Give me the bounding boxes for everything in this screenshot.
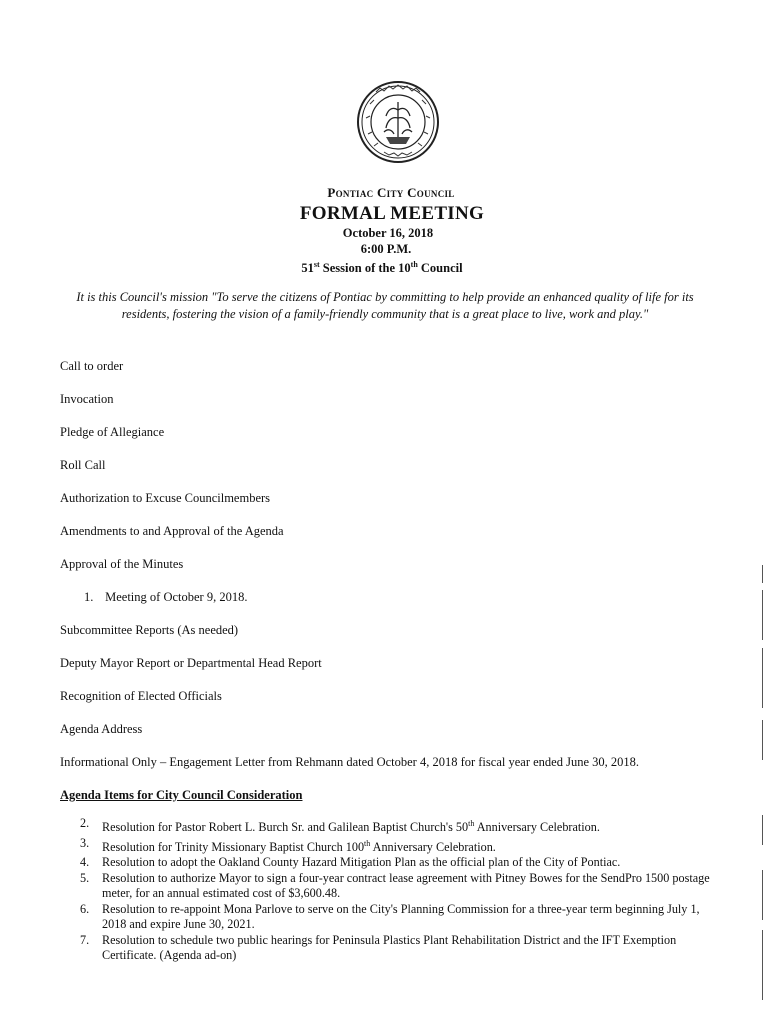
scan-edge-mark — [762, 565, 763, 583]
meeting-type: FORMAL MEETING — [299, 203, 485, 224]
scan-edge-mark — [762, 815, 763, 845]
scan-edge-mark — [762, 930, 763, 1000]
resolution-item: 5. Resolution to authorize Mayor to sign a four-year contract lease agreement with Pitney Bowes for the SendPro 1500 postage meter, for an annual estimated cost of $3,600.48. — [80, 870, 710, 901]
scan-edge-mark — [762, 720, 763, 760]
scan-edge-mark — [762, 590, 763, 640]
meeting-header — [0, 185, 770, 276]
resolution-item: 4. Resolution to adopt the Oakland County Hazard Mitigation Plan as the official plan of the City of Pontiac. — [80, 855, 621, 870]
agenda-item: Pledge of Allegiance — [60, 425, 165, 439]
resolution-item: 6. Resolution to re-appoint Mona Parlove to serve on the City's Planning Commission for a three-year term beginning July 1, 2018 and expire June 30, 2021. — [80, 901, 700, 932]
session-line: 51st Session of the 10th Council — [301, 260, 463, 276]
resolution-item: 7. Resolution to schedule two public hearings for Peninsula Plastics Plant Rehabilitation District and the IFT Exemption Certificate. (Agenda ad-on) — [80, 932, 677, 963]
resolution-item: 3. Resolution for Trinity Missionary Baptist Church 100th Anniversary Celebration. — [80, 835, 496, 854]
agenda-item: Approval of the Minutes — [60, 557, 184, 571]
resolution-list — [80, 816, 710, 964]
agenda-item: Amendments to and Approval of the Agenda — [60, 524, 284, 538]
scan-edge-mark — [762, 870, 763, 920]
agenda-item: Recognition of Elected Officials — [60, 689, 222, 703]
agenda-item: Subcommittee Reports (As needed) — [60, 623, 239, 637]
meeting-date: October 16, 2018 — [342, 226, 434, 240]
agenda-item: Deputy Mayor Report or Departmental Head Report — [60, 656, 322, 670]
resolution-item: 2. Resolution for Pastor Robert L. Burch Sr. and Galilean Baptist Church's 50th Anniversary Celebration. — [80, 816, 600, 835]
agenda-list — [60, 357, 740, 819]
minutes-item: 1. Meeting of October 9, 2018. — [84, 590, 248, 604]
meeting-time: 6:00 P.M. — [360, 242, 412, 256]
agenda-item: Invocation — [60, 392, 114, 406]
mission-statement: It is this Council's mission "To serve the citizens of Pontiac by committing to help provide an enhanced quality of life for its residents, fostering the vision of a family-friendly community that is a great place to live, work and play." — [76, 290, 694, 321]
agenda-item: Authorization to Excuse Councilmembers — [60, 491, 271, 505]
agenda-item: Agenda Address — [60, 722, 143, 736]
agenda-item: Informational Only – Engagement Letter from Rehmann dated October 4, 2018 for fiscal year ended June 30, 2018. — [60, 755, 639, 769]
agenda-item: Call to order — [60, 359, 124, 373]
council-name: Pontiac City Council — [327, 185, 455, 200]
consideration-heading: Agenda Items for City Council Consideration — [60, 788, 303, 802]
agenda-item: Roll Call — [60, 458, 106, 472]
scan-edge-mark — [762, 648, 763, 708]
city-seal-icon — [356, 80, 440, 164]
